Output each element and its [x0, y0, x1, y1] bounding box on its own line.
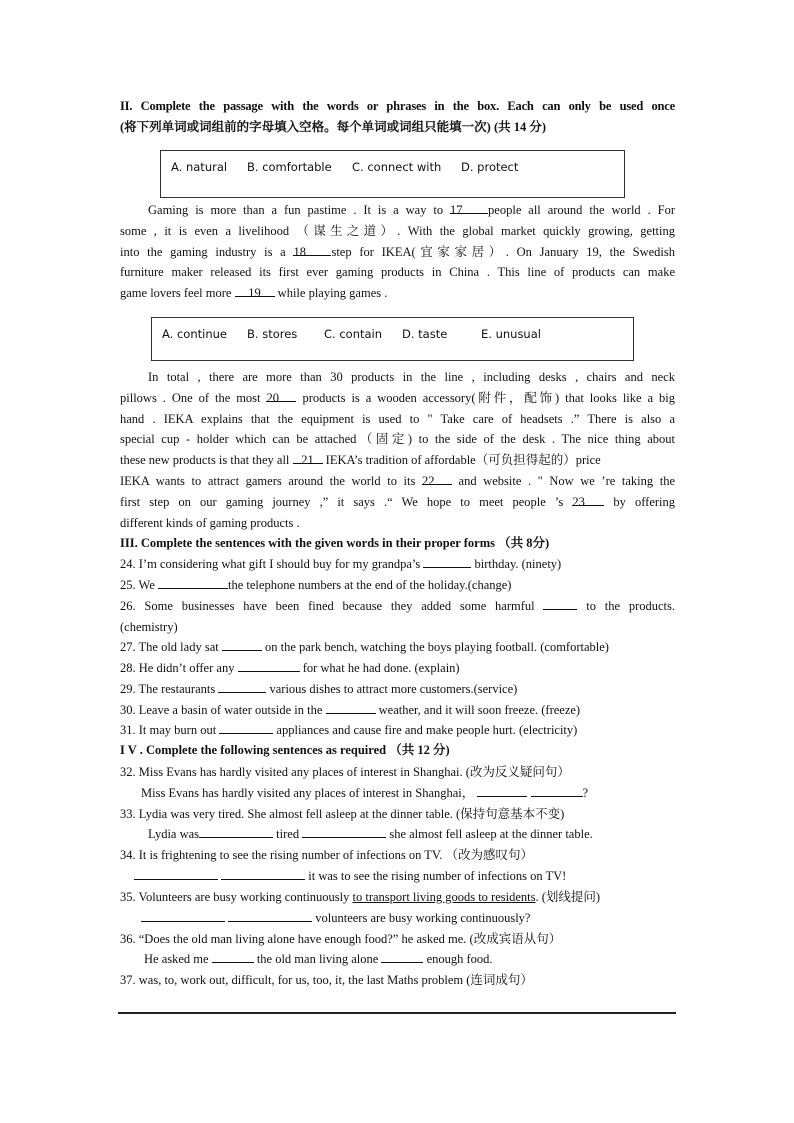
question-31: 31. It may burn out appliances and cause fire and make people hurt. (electricity): [120, 720, 675, 741]
question-36-answer-line: He asked me the old man living alone enough food.: [120, 949, 699, 970]
answer-32-input-1[interactable]: [477, 783, 527, 797]
answer-33-input-1[interactable]: [199, 824, 273, 838]
answer-25-input[interactable]: [158, 575, 228, 589]
box2-option-d: D. taste: [402, 327, 448, 341]
passage-paragraph-2: In total , there are more than 30 products in the line , including desks , chairs and neck pillows . One of the most 20 products is a wooden accessory(附件，配饰) that looks like a big hand . IEKA explains that the equipment is used to " Take care of headsets .” There is also a special cup - holder which can be attached（固定) to the side of the desk . The nice thing about these new products is that they all 21 IEKA’s tradition of affordable（可负担得起的）price IEKA wants to attract gamers around the world to its 22 and website . " Now we ’re taking the first step on our gaming journey ,” it says .“ We hope to meet people ’s 23 by offering different kinds of gaming products .: [120, 370, 676, 530]
section-4-title: I V . Complete the following sentences as required （共 12 分): [120, 743, 450, 757]
box2-option-b: B. stores: [247, 327, 298, 341]
blank-17[interactable]: 17: [450, 200, 488, 214]
box1-option-c: C. connect with: [352, 160, 442, 174]
question-33-answer-line: Lydia was tired she almost fell asleep at the dinner table.: [120, 824, 703, 845]
box1-option-a: A. natural: [171, 160, 228, 174]
question-26: 26. Some businesses have been fined because they added some harmful to the products. (chemistry): [120, 596, 675, 638]
answer-24-input[interactable]: [423, 554, 471, 568]
question-34-answer-line: it was to see the rising number of infections on TV!: [120, 866, 689, 887]
word-box-2: [151, 317, 634, 361]
question-32: 32. Miss Evans has hardly visited any places of interest in Shanghai. (改为反义疑问句）: [120, 765, 570, 779]
answer-29-input[interactable]: [218, 679, 266, 693]
question-36: 36. “Does the old man living alone have enough food?” he asked me. (改成宾语从句）: [120, 932, 562, 946]
box2-option-c: C. contain: [324, 327, 383, 341]
question-37: 37. was, to, work out, difficult, for us, too, it, the last Maths problem (连词成句）: [120, 973, 533, 987]
answer-28-input[interactable]: [238, 658, 300, 672]
answer-34-input-1[interactable]: [134, 866, 218, 880]
answer-35-input-1[interactable]: [141, 908, 225, 922]
question-29: 29. The restaurants various dishes to attract more customers.(service): [120, 679, 675, 700]
question-28: 28. He didn’t offer any for what he had done. (explain): [120, 658, 675, 679]
answer-rule-line: [118, 1012, 676, 1014]
question-24: 24. I’m considering what gift I should buy for my grandpa’s birthday. (ninety): [120, 554, 675, 575]
blank-23[interactable]: 23: [572, 492, 604, 506]
box1-option-d: D. protect: [461, 160, 519, 174]
underlined-phrase: to transport living goods to residents: [352, 890, 536, 904]
answer-26-input[interactable]: [543, 596, 577, 610]
question-27: 27. The old lady sat on the park bench, watching the boys playing football. (comfortable): [120, 637, 675, 658]
answer-35-input-2[interactable]: [228, 908, 312, 922]
answer-27-input[interactable]: [222, 637, 262, 651]
question-25: 25. We the telephone numbers at the end of the holiday.(change): [120, 575, 675, 596]
question-30: 30. Leave a basin of water outside in the weather, and it will soon freeze. (freeze): [120, 700, 675, 721]
question-35-answer-line: volunteers are busy working continuously?: [120, 908, 696, 929]
answer-36-input-2[interactable]: [381, 949, 423, 963]
blank-20[interactable]: 20: [266, 388, 296, 402]
question-35: 35. Volunteers are busy working continuously to transport living goods to residents. (划线提问): [120, 890, 601, 904]
question-34: 34. It is frightening to see the rising number of infections on TV. （改为感叹句）: [120, 848, 534, 862]
answer-30-input[interactable]: [326, 700, 376, 714]
answer-33-input-2[interactable]: [302, 824, 386, 838]
box2-option-a: A. continue: [162, 327, 227, 341]
blank-21[interactable]: 21: [293, 450, 323, 464]
question-32-answer-line: Miss Evans has hardly visited any places of interest in Shanghai， ?: [120, 783, 696, 804]
blank-19[interactable]: 19: [235, 283, 275, 297]
answer-31-input[interactable]: [219, 720, 273, 734]
passage-paragraph-1: Gaming is more than a fun pastime . It is a way to 17 people all around the world . For some , it is even a livelihood （谋生之道）. With the global market quickly growing, getting into the gaming industry is a 18 step for IKEA(宜家家居）. On January 19, the Swedish furniture maker released its first ever gaming products in China . This line of products can make game lovers feel more 19 while playing games .: [120, 200, 675, 304]
answer-32-input-2[interactable]: [531, 783, 583, 797]
blank-18[interactable]: 18: [293, 242, 331, 256]
answer-34-input-2[interactable]: [221, 866, 305, 880]
box2-option-e: E. unusual: [481, 327, 541, 341]
section-3-title: III. Complete the sentences with the given words in their proper forms （共 8分): [120, 536, 550, 550]
word-box-1: [160, 150, 625, 198]
answer-36-input-1[interactable]: [212, 949, 254, 963]
blank-22[interactable]: 22: [422, 471, 452, 485]
question-33: 33. Lydia was very tired. She almost fell asleep at the dinner table. (保持句意基本不变): [120, 807, 565, 821]
box1-option-b: B. comfortable: [247, 160, 332, 174]
section-2-title: II. Complete the passage with the words or phrases in the box. Each can only be used once (将下列单词或词组前的字母填入空格。每个单词或词组只能填一次) (共 14 分): [120, 99, 675, 134]
